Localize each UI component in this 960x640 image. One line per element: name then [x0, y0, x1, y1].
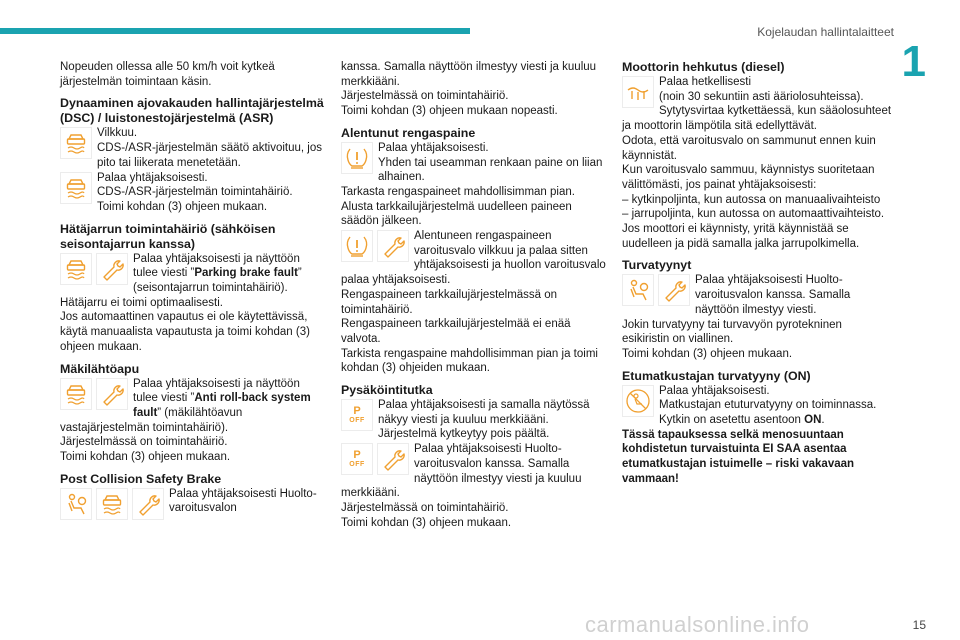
section-tyre [341, 126, 611, 376]
section-intro [60, 60, 324, 89]
passenger-line2-post: . [821, 414, 825, 427]
tyre-lead: Palaa yhtäjaksoisesti. [378, 141, 489, 154]
dsc-row1-lead: Vilkkuu. [97, 127, 138, 140]
tyre-text: Yhden tai useamman renkaan paine on liian alhainen. [378, 156, 603, 184]
glow-plug-icon [622, 76, 654, 108]
car-skid-icon [96, 488, 128, 520]
glow-text: (noin 30 sekuntiin asti ääriolosuhteissa). [659, 90, 864, 103]
tyre-line2: Tarkasta rengaspaineet mahdollisimman pian. [341, 185, 575, 198]
park-title: Pysäköintitutka [341, 383, 433, 398]
tyre-row2-text: Alentuneen rengaspaineen varoitusvalo vilkkuu ja palaa sitten yhtäjaksoisesti ja huollon varoitusvalo palaa yhtäjaksoisesti. [341, 230, 606, 287]
pcsb-title: Post Collision Safety Brake [60, 471, 222, 486]
passenger-text: Matkustajan etuturvatyyny on toiminnassa. [659, 399, 877, 412]
wrench-icon [658, 274, 690, 306]
tyre-line4: Rengaspaineen tarkkailujärjestelmässä on toimintahäiriö. [341, 288, 558, 316]
intro-text: Nopeuden ollessa alle 50 km/h voit kytkeä järjestelmän toimintaan käsin. [60, 61, 275, 88]
hill-line2: Järjestelmässä on toimintahäiriö. [60, 436, 228, 449]
section-passenger-airbag [622, 369, 892, 487]
parking-after: ” (seisontajarrun toimintahäiriö). [133, 267, 302, 295]
airbag-icon [622, 274, 654, 306]
park-line2: Järjestelmä kytkeytyy pois päältä. [378, 428, 550, 441]
tyre-line6: Tarkista rengaspaine mahdollisimman pian ja toimi kohdan (3) ohjeiden mukaan. [341, 347, 598, 375]
glow-row [622, 75, 892, 251]
pcsb-cont3: Toimi kohdan (3) ohjeen mukaan nopeasti. [341, 105, 558, 118]
pcsb-row [60, 487, 324, 521]
wrench-icon [377, 230, 409, 262]
pcsb-text: Palaa yhtäjaksoisesti Huolto-varoitusvalon [169, 487, 317, 515]
airbag-row [622, 273, 892, 361]
top-accent-bar [0, 28, 470, 34]
tyre-warning-icon [341, 230, 373, 262]
dsc-row-2 [60, 171, 324, 215]
parking-message: Parking brake fault [194, 267, 298, 280]
parking-title: Hätäjarrun toimintahäiriö (sähköisen seisontajarrun kanssa) [60, 221, 276, 251]
section-hill-assist [60, 362, 324, 465]
pcsb-cont2: Järjestelmässä on toimintahäiriö. [341, 90, 509, 103]
airbag-text: Palaa yhtäjaksoisesti Huolto-varoitusvalon kanssa. Samalla näyttöön ilmestyy viesti. [695, 274, 851, 316]
park-line4: Toimi kohdan (3) ohjeen mukaan. [341, 516, 512, 529]
parking-line3: Jos automaattinen vapautus ei ole käytettävissä, käytä manuaalista vapautusta ja toimi kohdan (3) ohjeen mukaan. [60, 311, 310, 353]
section-pcsb [60, 472, 324, 521]
parking-sensor-off-icon: P OFF [341, 399, 373, 431]
wrench-icon [132, 488, 164, 520]
passenger-line2-on: ON [804, 414, 822, 427]
column-1 [60, 60, 324, 521]
park-row-1 [341, 398, 611, 442]
section-pcsb-cont [341, 60, 611, 119]
watermark: carmanualsonline.info [585, 612, 810, 637]
park-row-2 [341, 442, 611, 530]
section-dsc [60, 96, 324, 214]
car-skid-icon [60, 127, 92, 159]
section-glow [622, 60, 892, 251]
dsc-title: Dynaaminen ajovakauden hallintajärjestelmä (DSC) / luistonestojärjestelmä (ASR) [60, 96, 324, 126]
glow-line3: Odota, että varoitusvalo on sammunut ennen kuin käynnistät. [622, 134, 876, 162]
passenger-line2-pre: Kytkin on asetettu asentoon [659, 414, 805, 427]
hill-row [60, 377, 324, 465]
tyre-row-1 [341, 141, 611, 229]
tyre-warning-icon [341, 142, 373, 174]
column-3 [622, 60, 892, 487]
hill-lead: Palaa yhtäjaksoisesti ja näyttöön tulee viesti ” [133, 377, 300, 405]
passenger-row [622, 384, 892, 487]
glow-line7: Jos moottori ei käynnisty, yritä käynnistää se uudelleen ja pidä samalla jalka jarrupolkimella. [622, 223, 860, 250]
section-parking-sensors [341, 383, 611, 530]
park-line3: Järjestelmässä on toimintahäiriö. [341, 501, 509, 514]
glow-line2: Sytytysvirtaa kytkettäessä, kun sääolosuhteet ja moottorin lämpötila sitä edellyttävät. [622, 105, 892, 133]
dsc-row-1 [60, 126, 324, 170]
park-row2-text: Palaa yhtäjaksoisesti Huolto-varoitusvalon kanssa. Samalla näyttöön ilmestyy viesti ja kuuluu merkkiääni. [341, 443, 582, 500]
section-parking-brake [60, 222, 324, 355]
page-header-title: Kojelaudan hallintalaitteet [757, 25, 894, 39]
parking-row [60, 252, 324, 355]
car-skid-icon [60, 172, 92, 204]
dsc-row1-text: CDS-/ASR-järjestelmän säätö aktivoituu, jos pito tai liikerata menetetään. [97, 142, 322, 169]
page-number: 15 [912, 618, 926, 632]
car-skid-icon [60, 378, 92, 410]
dsc-row2-lead: Palaa yhtäjaksoisesti. [97, 171, 208, 184]
parking-lead: Palaa yhtäjaksoisesti ja näyttöön tulee viesti ” [133, 252, 300, 280]
airbag-line3: Toimi kohdan (3) ohjeen mukaan. [622, 347, 793, 360]
hill-after: ” (mäkilähtöavun vastajärjestelmän toimintahäiriö). [60, 406, 243, 434]
airbag-line2: Jokin turvatyyny tai turvavyön pyrotekninen esikiristin on viallinen. [622, 318, 842, 346]
passenger-warning: Tässä tapauksessa selkä menosuuntaan kohdistetun turvaistuinta EI SAA asentaa etumatkustajan istuimelle – riski vakavaan vammaan! [622, 428, 855, 485]
passenger-lead: Palaa yhtäjaksoisesti. [659, 384, 770, 397]
park-row1-text: Palaa yhtäjaksoisesti ja samalla näytössä näkyy viesti ja kuuluu merkkiääni. [378, 399, 590, 426]
wrench-icon [377, 443, 409, 475]
column-2 [341, 60, 611, 530]
passenger-title: Etumatkustajan turvatyyny (ON) [622, 368, 811, 383]
dsc-row2-tail: Toimi kohdan (3) ohjeen mukaan. [97, 200, 268, 213]
glow-title: Moottorin hehkutus (diesel) [622, 60, 785, 74]
glow-line5: – kytkinpoljinta, kun autossa on manuaalivaihteisto [622, 193, 881, 206]
glow-lead: Palaa hetkellisesti [659, 76, 752, 88]
tyre-row-2 [341, 229, 611, 376]
glow-line6: – jarrupoljinta, kun autossa on automaattivaihteisto. [622, 208, 885, 221]
hill-title: Mäkilähtöapu [60, 361, 140, 376]
hill-message: Anti roll-back system fault [133, 392, 311, 419]
dsc-row2-text: CDS-/ASR-järjestelmän toimintahäiriö. [97, 186, 293, 199]
airbag-title: Turvatyynyt [622, 258, 692, 273]
wrench-icon [96, 253, 128, 285]
glow-line4: Kun varoitusvalo sammuu, käynnistys suoritetaan välittömästi, jos painat yhtäjaksoisesti: [622, 164, 875, 191]
wrench-icon [96, 378, 128, 410]
tyre-line3: Alusta tarkkailujärjestelmä uudelleen paineen säädön jälkeen. [341, 200, 572, 228]
passenger-airbag-on-icon [622, 385, 654, 417]
section-airbags [622, 258, 892, 361]
parking-line2: Hätäjarru ei toimi optimaalisesti. [60, 296, 223, 309]
chapter-number: 1 [901, 37, 926, 86]
tyre-title: Alentunut rengaspaine [341, 125, 476, 140]
hill-line3: Toimi kohdan (3) ohjeen mukaan. [60, 451, 231, 464]
pcsb-cont: kanssa. Samalla näyttöön ilmestyy viesti ja kuuluu merkkiääni. [341, 61, 597, 88]
airbag-icon [60, 488, 92, 520]
tyre-line5: Rengaspaineen tarkkailujärjestelmää ei enää valvota. [341, 318, 571, 345]
car-skid-icon [60, 253, 92, 285]
parking-sensor-off-icon: P OFF [341, 443, 373, 475]
